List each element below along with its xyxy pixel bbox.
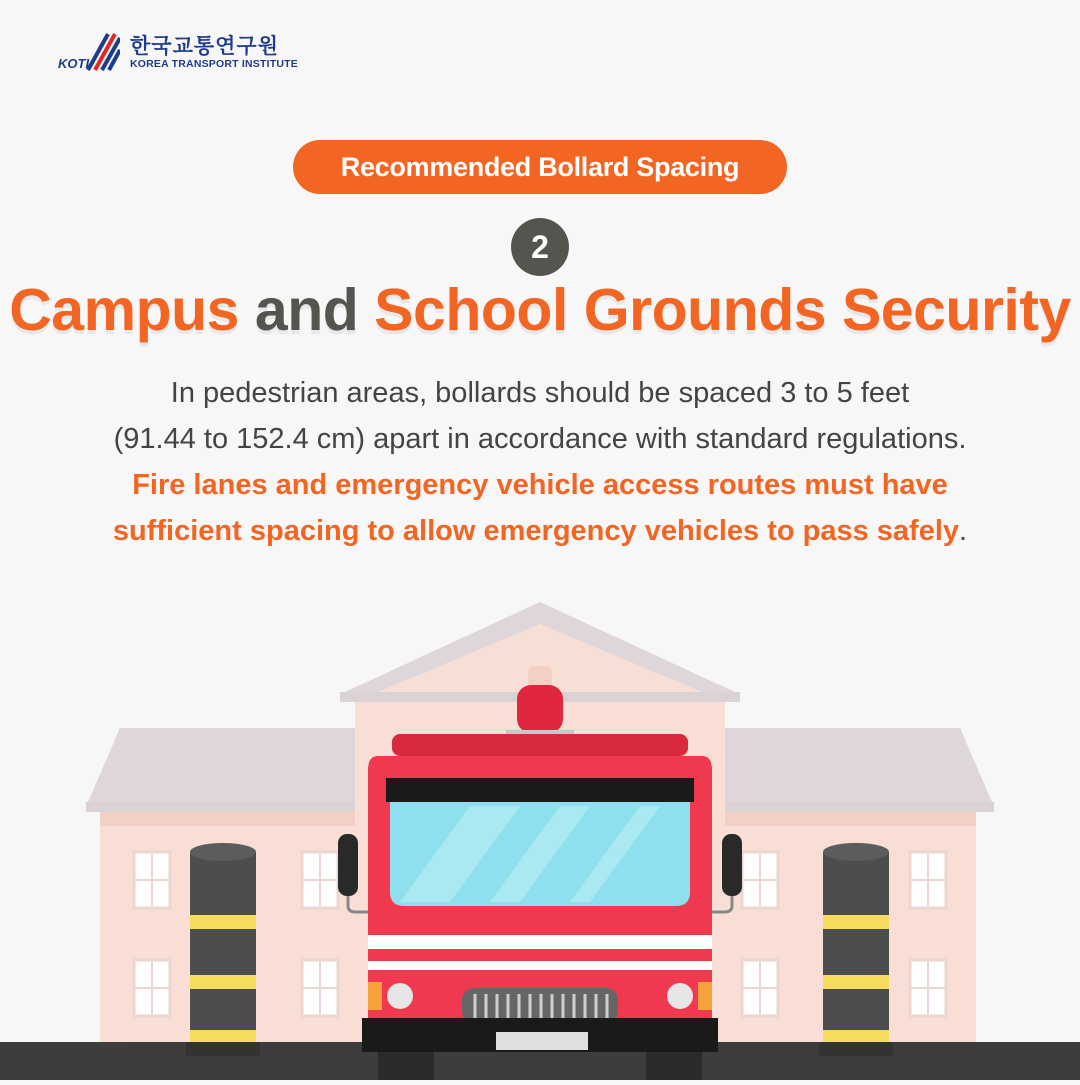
koti-logo [58, 30, 298, 76]
title-part-campus: Campus [9, 277, 239, 343]
step-number-badge: 2 [511, 218, 569, 276]
section-pill-label: Recommended Bollard Spacing [293, 140, 787, 194]
highlight-line-2: sufficient spacing to allow emergency vehicles to pass safely [112, 515, 960, 547]
logo-english-name: KOREA TRANSPORT INSTITUTE [130, 58, 298, 70]
highlight-line-1: Fire lanes and emergency vehicle access routes must have [132, 469, 948, 501]
page-title [0, 276, 1080, 344]
right-bollard [819, 843, 893, 1056]
fire-truck [338, 685, 742, 1080]
fire-truck-school-illustration [0, 590, 1080, 1080]
koti-wordmark: KOTI [58, 56, 90, 71]
highlight-end-punct: . [959, 515, 968, 547]
koti-logo-mark [58, 30, 120, 76]
body-line-1: In pedestrian areas, bollards should be spaced 3 to 5 feet [170, 377, 910, 409]
koti-logo-text [130, 36, 298, 70]
body-paragraph [0, 370, 1080, 554]
highlight-line-2-wrap [0, 508, 1080, 554]
title-part-school: School Grounds Security [374, 277, 1071, 343]
siren-light [517, 685, 563, 733]
logo-korean-name: 한국교통연구원 [130, 35, 280, 58]
body-line-2: (91.44 to 152.4 cm) apart in accordance with standard regulations. [113, 423, 967, 455]
left-bollard [186, 843, 260, 1056]
title-part-and: and [238, 277, 375, 343]
